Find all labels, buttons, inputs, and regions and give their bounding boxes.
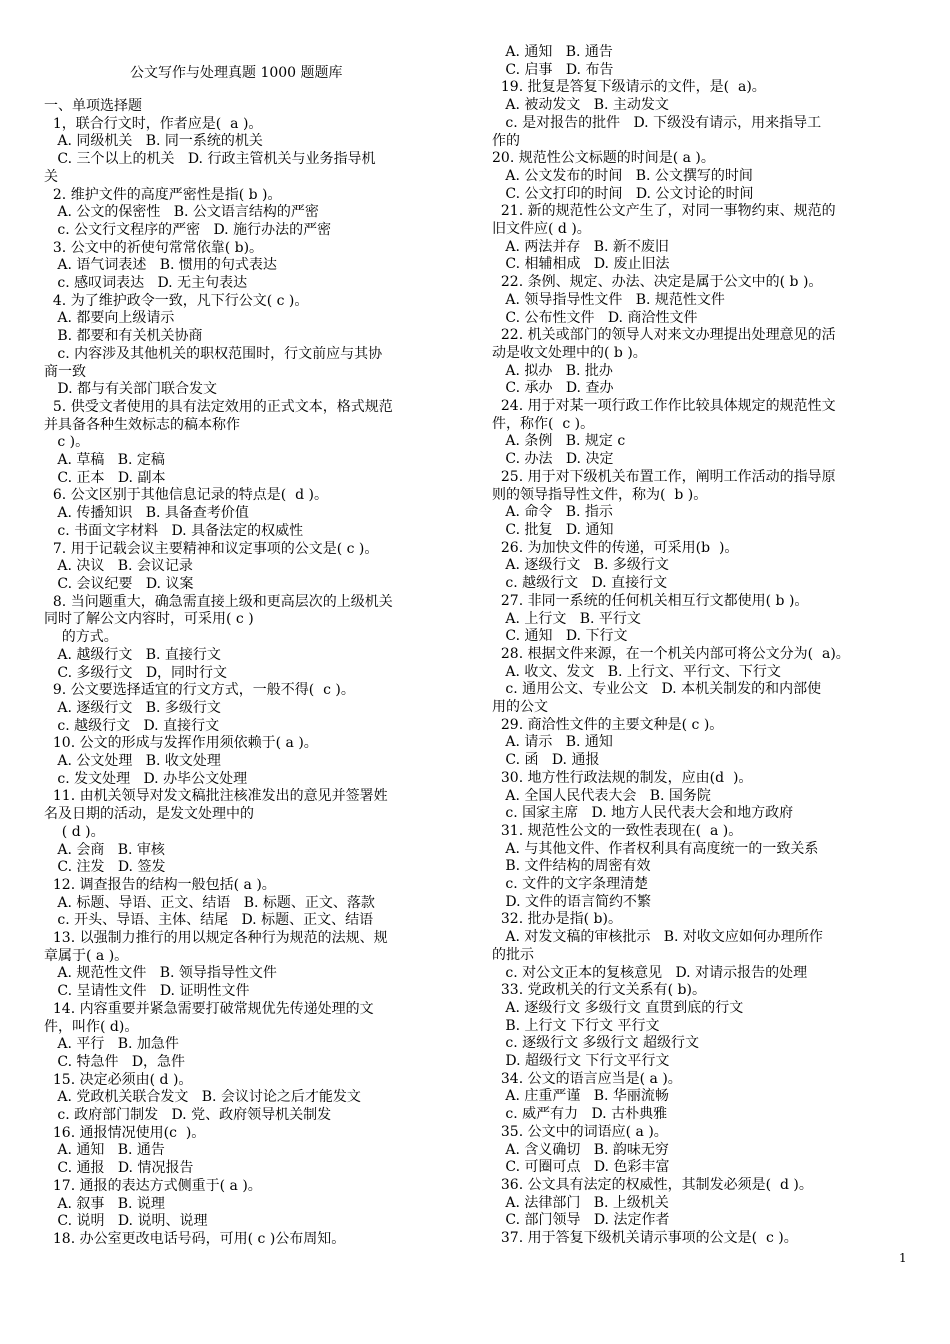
text-line: A. 庄重严谨 B. 华丽流畅 xyxy=(492,1088,669,1105)
text-line: A. 叙事 B. 说理 xyxy=(44,1195,165,1212)
text-line: 则的领导指导性文件，称为( b )。 xyxy=(492,486,708,503)
text-line: A. 草稿 B. 定稿 xyxy=(44,452,165,469)
text-line: 12. 调查报告的结构一般包括( a )。 xyxy=(44,876,276,893)
text-line: A. 上行文 B. 平行文 xyxy=(492,610,641,627)
text-line: A. 拟办 B. 批办 xyxy=(492,362,613,379)
right-column xyxy=(492,44,910,1248)
text-line: 11. 由机关领导对发文稿批注核准发出的意见并签署姓 xyxy=(44,788,388,805)
text-line: c. 内容涉及其他机关的职权范围时，行文前应与其协 xyxy=(44,345,383,362)
text-line: A. 逐级行文 多级行文 直贯到底的行文 xyxy=(492,999,744,1016)
text-line: C. 批复 D. 通知 xyxy=(492,521,614,538)
text-line: A. 都要向上级请示 xyxy=(44,310,175,327)
text-line: C. 承办 D. 查办 xyxy=(492,380,614,397)
text-line: 20. 规范性公文标题的时间是( a )。 xyxy=(492,150,715,167)
text-line: C. 说明 D. 说明、说理 xyxy=(44,1213,208,1230)
text-line: 18. 办公室更改电话号码，可用( c )公布周知。 xyxy=(44,1231,346,1247)
text-line: c. 威严有力 D. 古朴典雅 xyxy=(492,1106,668,1123)
text-line: C. 正本 D. 副本 xyxy=(44,469,166,486)
text-line: 商一致 xyxy=(44,363,86,380)
text-line: A. 含义确切 B. 韵味无穷 xyxy=(492,1141,669,1158)
text-line: 26. 为加快文件的传递，可采用(b )。 xyxy=(492,539,739,556)
text-line: A. 通知 B. 通告 xyxy=(492,44,613,60)
text-line: C. 函 D. 通报 xyxy=(492,752,600,769)
text-line: A. 领导指导性文件 B. 规范性文件 xyxy=(492,291,725,308)
text-line: A. 被动发文 B. 主动发文 xyxy=(492,97,669,114)
text-line: A. 两法并存 B. 新不废旧 xyxy=(492,238,669,255)
text-line: A. 通知 B. 通告 xyxy=(44,1142,165,1159)
text-line: 22. 条例、规定、办法、决定是属于公文中的( b )。 xyxy=(492,274,823,291)
text-line: 1，联合行文时，作者应是( a )。 xyxy=(44,115,263,132)
left-column xyxy=(44,98,462,1249)
text-line: 5. 供受文者使用的具有法定效用的正式文本，格式规范 xyxy=(44,398,393,415)
text-line: 25. 用于对下级机关布置工作，阐明工作活动的指导原 xyxy=(492,468,836,485)
page-number: 1 xyxy=(899,1251,907,1265)
text-line: A. 党政机关联合发文 B. 会议讨论之后才能发文 xyxy=(44,1089,361,1106)
text-line: 22. 机关或部门的领导人对来文办理提出处理意见的活 xyxy=(492,327,836,344)
text-line: C. 会议纪要 D. 议案 xyxy=(44,575,194,592)
text-line: A. 标题、导语、正文、结语 B. 标题、正文、落款 xyxy=(44,894,375,911)
text-line: 旧文件应( d )。 xyxy=(492,221,591,238)
text-line: C. 部门领导 D. 法定作者 xyxy=(492,1212,670,1229)
text-line: A. 公文发布的时间 B. 公文撰写的时间 xyxy=(492,167,753,184)
text-line: 9. 公文要选择适宜的行文方式，一般不得( c )。 xyxy=(44,682,355,699)
text-line: C. 公布性文件 D. 商洽性文件 xyxy=(492,309,698,326)
text-line: 24. 用于对某一项行政工作作比较具体规定的规范性文 xyxy=(492,398,836,415)
text-line: c. 文件的文字条理清楚 xyxy=(492,876,649,893)
text-line: 36. 公文具有法定的权威性，其制发必须是( d )。 xyxy=(492,1177,813,1193)
text-line: A. 公文的保密性 B. 公文语言结构的严密 xyxy=(44,204,319,221)
text-line: 2. 维护文件的高度严密性是指( b )。 xyxy=(44,186,282,203)
text-line: 16. 通报情况使用(c )。 xyxy=(44,1124,206,1141)
text-line: A. 法律部门 B. 上级机关 xyxy=(492,1194,669,1211)
text-line: 19. 批复是答复下级请示的文件，是( a)。 xyxy=(492,79,766,96)
text-line: A. 与其他文件、作者权利具有高度统一的一致关系 xyxy=(492,840,819,857)
text-line: A. 命令 B. 指示 xyxy=(492,504,613,521)
text-line: 15. 决定必须由( d )。 xyxy=(44,1071,193,1088)
text-line: C. 相辅相成 D. 废止旧法 xyxy=(492,256,670,273)
text-line: A. 会商 B. 审核 xyxy=(44,841,165,858)
text-line: A. 逐级行文 B. 多级行文 xyxy=(492,557,669,574)
text-line: 37. 用于答复下级机关请示事项的公文是( c )。 xyxy=(492,1230,798,1247)
text-line: 并具备各种生效标志的稿本称作 xyxy=(44,416,240,433)
text-line: A. 公文处理 B. 收文处理 xyxy=(44,753,221,770)
text-line: c. 感叹词表达 D. 无主句表达 xyxy=(44,275,248,292)
text-line: B. 都要和有关机关协商 xyxy=(44,328,203,345)
text-line: C. 呈请性文件 D. 证明性文件 xyxy=(44,983,250,1000)
text-line: 6. 公文区别于其他信息记录的特点是( d )。 xyxy=(44,487,328,504)
text-line: c. 越级行文 D. 直接行文 xyxy=(492,575,668,592)
text-line: 13. 以强制力推行的用以规定各种行为规范的法规、规 xyxy=(44,930,388,947)
text-line: 作的 xyxy=(492,132,520,149)
text-line: c. 发文处理 D. 办毕公文处理 xyxy=(44,770,248,787)
text-line: 的批示 xyxy=(492,946,534,963)
text-line: 动是收文处理中的( b )。 xyxy=(492,344,647,361)
text-line: 29. 商洽性文件的主要文种是( c )。 xyxy=(492,716,724,733)
text-line: A. 对发文稿的审核批示 B. 对收文应如何办理所作 xyxy=(492,929,823,946)
text-line: 31. 规范性公文的一致性表现在( a )。 xyxy=(492,822,743,839)
text-line: D. 文件的语言简约不繁 xyxy=(492,893,651,910)
text-line: 28. 根据文件来源，在一个机关内部可将公文分为( a)。 xyxy=(492,645,850,662)
text-line: C. 多级行文 D，同时行文 xyxy=(44,664,228,681)
text-line: 同时了解公文内容时，可采用( c ) xyxy=(44,611,254,628)
text-line: 14. 内容重要并紧急需要打破常规优先传递处理的文 xyxy=(44,1000,374,1017)
text-line: A. 全国人民代表大会 B. 国务院 xyxy=(492,787,711,804)
text-line: ( d )。 xyxy=(44,823,105,840)
text-line: C. 办法 D. 决定 xyxy=(492,451,614,468)
text-line: C. 启事 D. 布告 xyxy=(492,61,614,78)
text-line: A. 条例 B. 规定 c xyxy=(492,433,626,450)
text-line: c. 书面文字材料 D. 具备法定的权威性 xyxy=(44,522,304,539)
text-line: A. 逐级行文 B. 多级行文 xyxy=(44,699,221,716)
text-line: A. 语气词表述 B. 惯用的句式表达 xyxy=(44,257,277,274)
text-line: C. 通报 D. 情况报告 xyxy=(44,1160,194,1177)
text-line: c. 是对报告的批件 D. 下级没有请示，用来指导工 xyxy=(492,114,822,131)
text-line: A. 同级机关 B. 同一系统的机关 xyxy=(44,133,263,150)
text-line: c )。 xyxy=(44,434,90,451)
text-line: 27. 非同一系统的任何机关相互行文都使用( b )。 xyxy=(492,592,809,609)
text-line: c. 公文行文程序的严密 D. 施行办法的严密 xyxy=(44,221,332,238)
text-line: c. 逐级行文 多级行文 超级行文 xyxy=(492,1035,699,1052)
text-line: 4. 为了维护政令一致，凡下行公文( c )。 xyxy=(44,292,309,309)
text-line: A. 决议 B. 会议记录 xyxy=(44,558,193,575)
text-line: c. 通用公文、专业公文 D. 本机关制发的和内部使 xyxy=(492,681,822,698)
text-line: 8. 当问题重大，确急需直接上级和更高层次的上级机关 xyxy=(44,593,393,610)
text-line: 件，叫作( d)。 xyxy=(44,1018,139,1035)
text-line: 7. 用于记载会议主要精神和议定事项的公文是( c )。 xyxy=(44,540,379,557)
text-line: 章属于( a )。 xyxy=(44,947,129,964)
text-line: 一、单项选择题 xyxy=(44,98,142,114)
text-line: B. 上行文 下行文 平行文 xyxy=(492,1017,660,1034)
text-line: 32. 批办是指( b)。 xyxy=(492,911,622,928)
text-line: c. 国家主席 D. 地方人民代表大会和地方政府 xyxy=(492,805,794,822)
document-title: 公文写作与处理真题 1000 题题库 xyxy=(130,65,343,81)
text-line: 33. 党政机关的行文关系有( b)。 xyxy=(492,982,706,999)
text-line: c. 政府部门制发 D. 党、政府领导机关制发 xyxy=(44,1107,332,1124)
text-line: D. 超级行文 下行文平行文 xyxy=(492,1053,670,1070)
text-line: D. 都与有关部门联合发文 xyxy=(44,381,217,398)
text-line: C. 特急件 D，急件 xyxy=(44,1053,186,1070)
text-line: A. 传播知识 B. 具备查考价值 xyxy=(44,505,249,522)
text-line: c. 开头、导语、主体、结尾 D. 标题、正文、结语 xyxy=(44,912,374,929)
text-line: c. 越级行文 D. 直接行文 xyxy=(44,717,220,734)
text-line: C. 三个以上的机关 D. 行政主管机关与业务指导机 xyxy=(44,151,376,168)
text-line: C. 注发 D. 签发 xyxy=(44,859,166,876)
text-line: A. 平行 B. 加急件 xyxy=(44,1036,179,1053)
text-line: c. 对公文正本的复核意见 D. 对请示报告的处理 xyxy=(492,964,808,981)
text-line: 用的公文 xyxy=(492,699,548,716)
text-line: 的方式。 xyxy=(44,629,118,646)
text-line: A. 越级行文 B. 直接行文 xyxy=(44,646,221,663)
text-line: C. 通知 D. 下行文 xyxy=(492,628,628,645)
text-line: C. 公文打印的时间 D. 公文讨论的时间 xyxy=(492,185,754,202)
text-line: A. 收文、发文 B. 上行文、平行文、下行文 xyxy=(492,663,781,680)
text-line: 3. 公文中的祈使句常常依靠( b)。 xyxy=(44,239,264,256)
text-line: A. 请示 B. 通知 xyxy=(492,734,613,751)
text-line: 35. 公文中的词语应( a )。 xyxy=(492,1123,668,1140)
text-line: 30. 地方性行政法规的制发，应由(d )。 xyxy=(492,769,753,786)
text-line: 34. 公文的语言应当是( a )。 xyxy=(492,1070,682,1087)
text-line: 名及日期的活动，是发文处理中的 xyxy=(44,806,254,823)
text-line: 21. 新的规范性公文产生了，对同一事物约束、规范的 xyxy=(492,203,836,220)
text-line: C. 可圈可点 D. 色彩丰富 xyxy=(492,1159,670,1176)
text-line: A. 规范性文件 B. 领导指导性文件 xyxy=(44,965,277,982)
text-line: 17. 通报的表达方式侧重于( a )。 xyxy=(44,1177,262,1194)
text-line: 关 xyxy=(44,168,58,185)
text-line: 件，称作( c )。 xyxy=(492,415,595,432)
text-line: 10. 公文的形成与发挥作用须依赖于( a )。 xyxy=(44,735,318,752)
text-line: B. 文件结构的周密有效 xyxy=(492,858,651,875)
